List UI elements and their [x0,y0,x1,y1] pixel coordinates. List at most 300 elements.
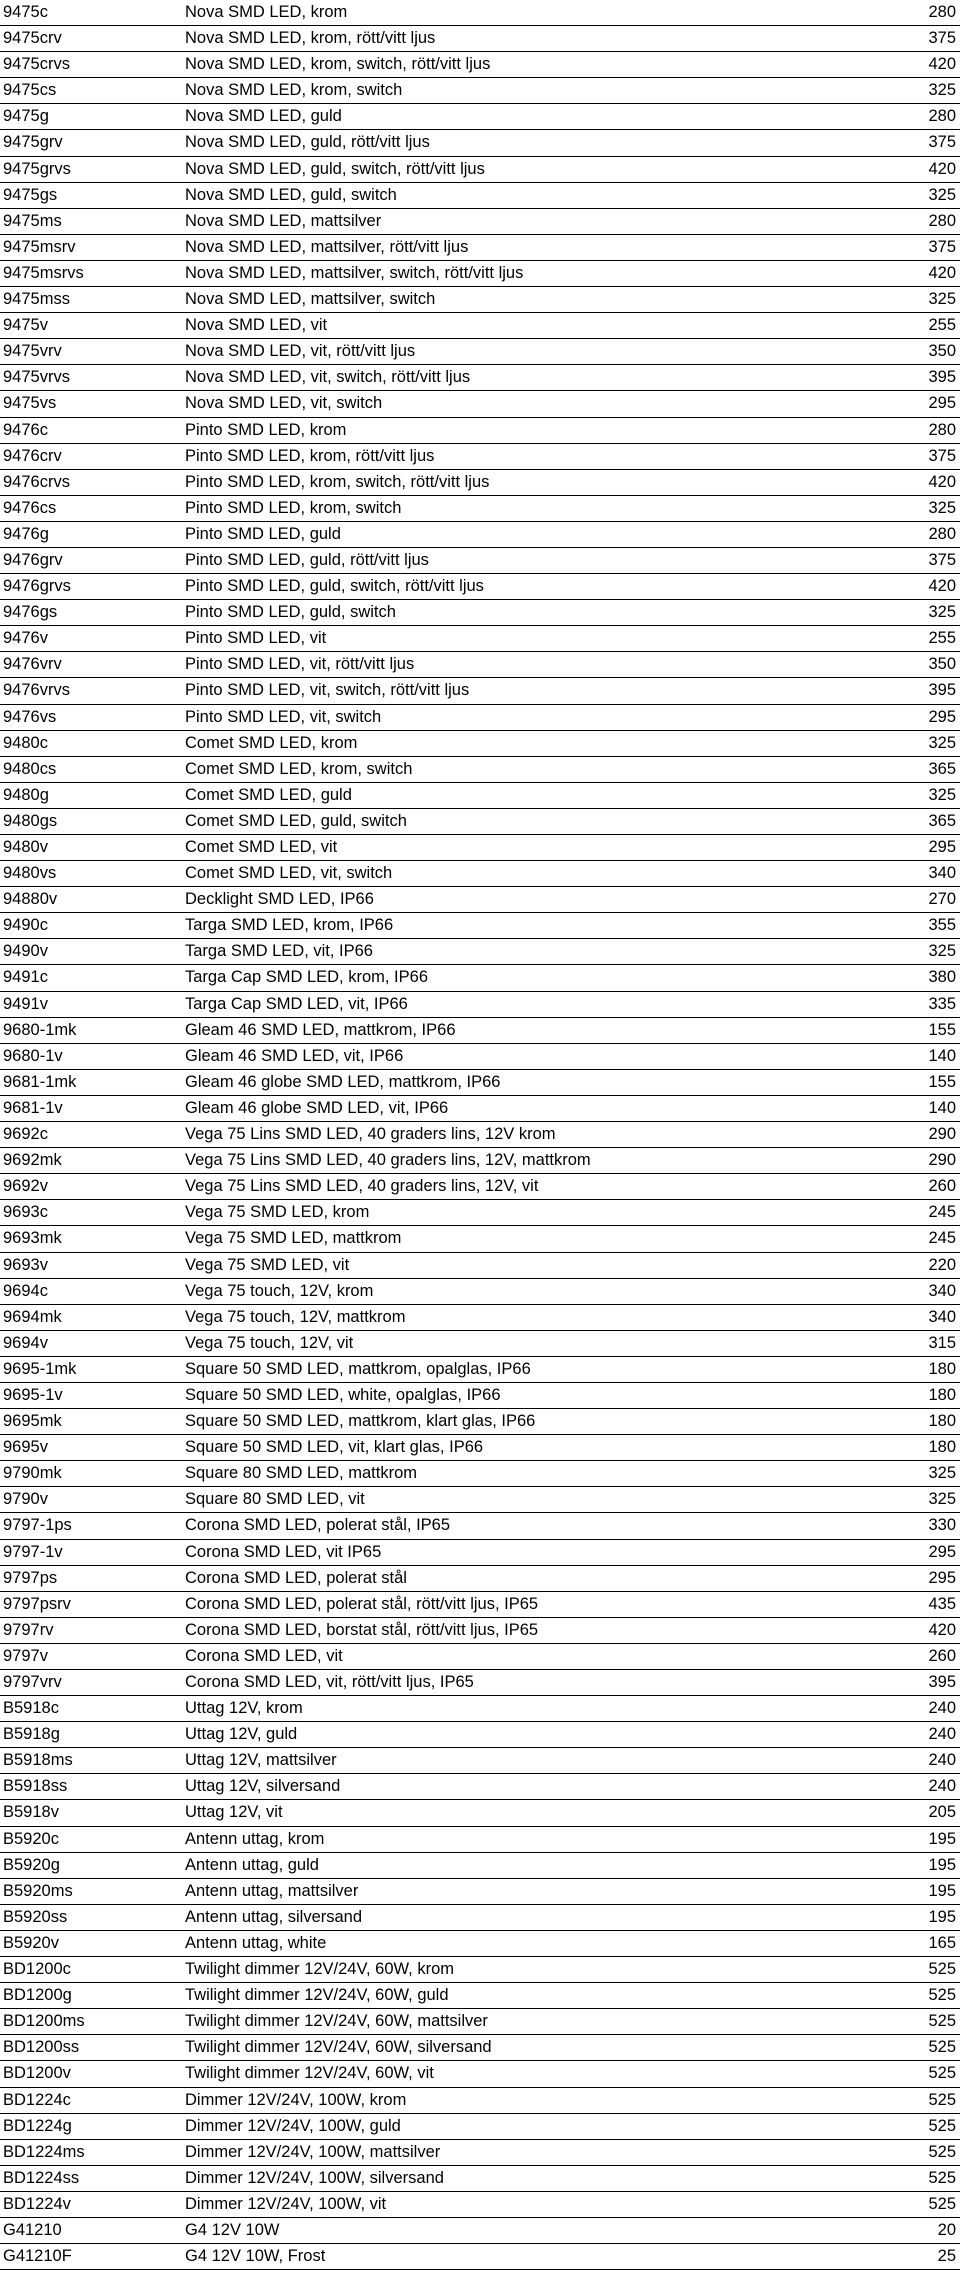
description-cell: Comet SMD LED, guld, switch [185,808,885,834]
article-number-cell: BD1224c [0,2087,185,2113]
table-row [0,1930,960,1956]
table-row [0,469,960,495]
price-cell: 205 [885,1800,960,1826]
description-cell: Square 80 SMD LED, mattkrom [185,1461,885,1487]
table-row [0,391,960,417]
table-row [0,26,960,52]
price-cell: 420 [885,156,960,182]
description-cell: Comet SMD LED, guld [185,782,885,808]
description-cell: Dimmer 12V/24V, 100W, krom [185,2087,885,2113]
article-number-cell: 9797rv [0,1617,185,1643]
price-cell: 260 [885,1174,960,1200]
article-number-cell: 9476grv [0,547,185,573]
article-number-cell: 9797psrv [0,1591,185,1617]
price-cell: 325 [885,287,960,313]
article-number-cell: 9797-1ps [0,1513,185,1539]
article-number-cell: 9475msrvs [0,260,185,286]
table-row [0,1226,960,1252]
article-number-cell: 9694mk [0,1304,185,1330]
table-row [0,495,960,521]
table-row [0,2087,960,2113]
article-number-cell: 9475crv [0,26,185,52]
article-number-cell: 9475g [0,104,185,130]
table-row [0,2165,960,2191]
price-cell: 180 [885,1356,960,1382]
description-cell: Comet SMD LED, vit, switch [185,861,885,887]
description-cell: Corona SMD LED, borstat stål, rött/vitt ljus, IP65 [185,1617,885,1643]
article-number-cell: B5920v [0,1930,185,1956]
table-row [0,1852,960,1878]
price-cell: 325 [885,1487,960,1513]
article-number-cell: 9694c [0,1278,185,1304]
table-row [0,1122,960,1148]
price-cell: 340 [885,861,960,887]
description-cell: Pinto SMD LED, guld [185,521,885,547]
price-cell: 295 [885,1565,960,1591]
price-cell: 295 [885,391,960,417]
table-row [0,626,960,652]
article-number-cell: 9476gs [0,600,185,626]
article-number-cell: BD1200ms [0,2009,185,2035]
table-row [0,2217,960,2243]
table-row [0,1330,960,1356]
description-cell: Dimmer 12V/24V, 100W, guld [185,2113,885,2139]
table-row [0,182,960,208]
article-number-cell: 9476v [0,626,185,652]
article-number-cell: BD1224v [0,2191,185,2217]
description-cell: Square 50 SMD LED, mattkrom, opalglas, IP66 [185,1356,885,1382]
price-cell: 525 [885,2087,960,2113]
description-cell: Pinto SMD LED, guld, rött/vitt ljus [185,547,885,573]
article-number-cell: 9476crvs [0,469,185,495]
article-number-cell: BD1200ss [0,2035,185,2061]
table-row [0,1904,960,1930]
price-cell: 525 [885,2061,960,2087]
description-cell: Uttag 12V, guld [185,1722,885,1748]
price-cell: 420 [885,469,960,495]
table-row [0,1774,960,1800]
article-number-cell: B5918g [0,1722,185,1748]
description-cell: Nova SMD LED, guld, switch, rött/vitt ljus [185,156,885,182]
description-cell: Vega 75 touch, 12V, vit [185,1330,885,1356]
description-cell: Gleam 46 globe SMD LED, vit, IP66 [185,1095,885,1121]
description-cell: Vega 75 Lins SMD LED, 40 graders lins, 12V, vit [185,1174,885,1200]
price-cell: 355 [885,913,960,939]
price-cell: 375 [885,26,960,52]
price-cell: 525 [885,2009,960,2035]
price-cell: 295 [885,835,960,861]
description-cell: Comet SMD LED, krom [185,730,885,756]
description-cell: Pinto SMD LED, vit, switch [185,704,885,730]
description-cell: Square 80 SMD LED, vit [185,1487,885,1513]
price-cell: 255 [885,313,960,339]
price-cell: 140 [885,1043,960,1069]
article-number-cell: 9475vrv [0,339,185,365]
price-cell: 195 [885,1852,960,1878]
price-cell: 245 [885,1200,960,1226]
description-cell: Nova SMD LED, guld [185,104,885,130]
table-row [0,574,960,600]
price-cell: 525 [885,2165,960,2191]
table-row [0,417,960,443]
price-cell: 140 [885,1095,960,1121]
price-cell: 375 [885,547,960,573]
table-row [0,104,960,130]
description-cell: Square 50 SMD LED, vit, klart glas, IP66 [185,1435,885,1461]
price-cell: 365 [885,808,960,834]
description-cell: Uttag 12V, vit [185,1800,885,1826]
table-row [0,782,960,808]
article-number-cell: 9475c [0,0,185,26]
price-cell: 240 [885,1774,960,1800]
table-row [0,835,960,861]
description-cell: Pinto SMD LED, vit, rött/vitt ljus [185,652,885,678]
article-number-cell: BD1224ss [0,2165,185,2191]
description-cell: Twilight dimmer 12V/24V, 60W, guld [185,1983,885,2009]
table-row [0,313,960,339]
description-cell: Pinto SMD LED, krom, rött/vitt ljus [185,443,885,469]
table-row [0,1174,960,1200]
table-row [0,730,960,756]
price-cell: 365 [885,756,960,782]
article-number-cell: 9695-1v [0,1382,185,1408]
price-cell: 340 [885,1278,960,1304]
table-row [0,521,960,547]
table-row [0,156,960,182]
price-cell: 260 [885,1643,960,1669]
article-number-cell: 9790v [0,1487,185,1513]
article-number-cell: 9475gs [0,182,185,208]
description-cell: Nova SMD LED, vit, rött/vitt ljus [185,339,885,365]
article-number-cell: 9692c [0,1122,185,1148]
price-cell: 25 [885,2244,960,2270]
price-cell: 295 [885,704,960,730]
price-cell: 525 [885,2191,960,2217]
description-cell: Nova SMD LED, vit, switch, rött/vitt ljus [185,365,885,391]
description-cell: Antenn uttag, mattsilver [185,1878,885,1904]
description-cell: Uttag 12V, silversand [185,1774,885,1800]
price-cell: 290 [885,1122,960,1148]
price-cell: 380 [885,965,960,991]
table-row [0,913,960,939]
article-number-cell: G41210F [0,2244,185,2270]
article-number-cell: 9693v [0,1252,185,1278]
description-cell: Gleam 46 globe SMD LED, mattkrom, IP66 [185,1069,885,1095]
article-number-cell: 9693c [0,1200,185,1226]
price-cell: 280 [885,417,960,443]
table-row [0,1148,960,1174]
article-number-cell: 9475v [0,313,185,339]
article-number-cell: 9480vs [0,861,185,887]
description-cell: Dimmer 12V/24V, 100W, silversand [185,2165,885,2191]
description-cell: Pinto SMD LED, krom [185,417,885,443]
description-cell: Corona SMD LED, polerat stål, rött/vitt ljus, IP65 [185,1591,885,1617]
article-number-cell: 9475grv [0,130,185,156]
price-cell: 325 [885,78,960,104]
article-number-cell: 9790mk [0,1461,185,1487]
table-row [0,1670,960,1696]
description-cell: Dimmer 12V/24V, 100W, mattsilver [185,2139,885,2165]
table-row [0,1252,960,1278]
description-cell: Corona SMD LED, vit IP65 [185,1539,885,1565]
description-cell: Pinto SMD LED, vit, switch, rött/vitt ljus [185,678,885,704]
table-row [0,1382,960,1408]
price-cell: 155 [885,1069,960,1095]
article-number-cell: 9476grvs [0,574,185,600]
article-number-cell: 9797ps [0,1565,185,1591]
price-cell: 375 [885,234,960,260]
description-cell: Pinto SMD LED, krom, switch, rött/vitt ljus [185,469,885,495]
table-row [0,678,960,704]
article-number-cell: B5918v [0,1800,185,1826]
description-cell: Twilight dimmer 12V/24V, 60W, silversand [185,2035,885,2061]
description-cell: Nova SMD LED, mattsilver, rött/vitt ljus [185,234,885,260]
article-number-cell: BD1200v [0,2061,185,2087]
table-row [0,2035,960,2061]
price-cell: 330 [885,1513,960,1539]
table-row [0,808,960,834]
price-cell: 420 [885,260,960,286]
table-row [0,965,960,991]
table-row [0,2244,960,2270]
price-cell: 240 [885,1722,960,1748]
article-number-cell: 9797vrv [0,1670,185,1696]
price-cell: 325 [885,600,960,626]
description-cell: Targa SMD LED, vit, IP66 [185,939,885,965]
price-cell: 340 [885,1304,960,1330]
price-cell: 315 [885,1330,960,1356]
description-cell: Corona SMD LED, vit, rött/vitt ljus, IP65 [185,1670,885,1696]
description-cell: Antenn uttag, krom [185,1826,885,1852]
table-row [0,1591,960,1617]
price-cell: 420 [885,52,960,78]
article-number-cell: B5920ss [0,1904,185,1930]
table-row [0,756,960,782]
description-cell: Uttag 12V, krom [185,1696,885,1722]
article-number-cell: BD1224ms [0,2139,185,2165]
table-row [0,2191,960,2217]
table-row [0,861,960,887]
price-cell: 350 [885,339,960,365]
article-number-cell: BD1200c [0,1957,185,1983]
description-cell: Vega 75 touch, 12V, mattkrom [185,1304,885,1330]
table-row [0,1461,960,1487]
article-number-cell: 9480c [0,730,185,756]
table-row [0,1069,960,1095]
article-number-cell: 9680-1mk [0,1017,185,1043]
article-number-cell: B5918ms [0,1748,185,1774]
price-cell: 195 [885,1826,960,1852]
table-row [0,1722,960,1748]
description-cell: Pinto SMD LED, krom, switch [185,495,885,521]
description-cell: Corona SMD LED, polerat stål [185,1565,885,1591]
price-cell: 290 [885,1148,960,1174]
description-cell: Comet SMD LED, vit [185,835,885,861]
article-number-cell: 9692v [0,1174,185,1200]
table-row [0,1565,960,1591]
article-number-cell: 9475grvs [0,156,185,182]
description-cell: Nova SMD LED, krom, rött/vitt ljus [185,26,885,52]
article-number-cell: 9797-1v [0,1539,185,1565]
table-row [0,1278,960,1304]
price-cell: 395 [885,678,960,704]
table-row [0,887,960,913]
price-cell: 180 [885,1382,960,1408]
description-cell: Comet SMD LED, krom, switch [185,756,885,782]
description-cell: Pinto SMD LED, guld, switch, rött/vitt ljus [185,574,885,600]
price-cell: 270 [885,887,960,913]
article-number-cell: 94880v [0,887,185,913]
description-cell: Targa Cap SMD LED, vit, IP66 [185,991,885,1017]
table-row [0,365,960,391]
price-cell: 325 [885,495,960,521]
table-row [0,1304,960,1330]
table-row [0,1643,960,1669]
article-number-cell: 9681-1v [0,1095,185,1121]
description-cell: Corona SMD LED, polerat stål, IP65 [185,1513,885,1539]
price-cell: 375 [885,443,960,469]
description-cell: Targa SMD LED, krom, IP66 [185,913,885,939]
table-row [0,2009,960,2035]
table-row [0,1043,960,1069]
table-row [0,130,960,156]
article-number-cell: 9490c [0,913,185,939]
price-cell: 420 [885,574,960,600]
article-number-cell: B5918ss [0,1774,185,1800]
article-number-cell: B5920ms [0,1878,185,1904]
description-cell: Vega 75 Lins SMD LED, 40 graders lins, 12V, mattkrom [185,1148,885,1174]
table-row [0,1617,960,1643]
price-cell: 180 [885,1435,960,1461]
article-number-cell: 9476vs [0,704,185,730]
price-cell: 525 [885,2113,960,2139]
article-number-cell: 9680-1v [0,1043,185,1069]
article-number-cell: BD1224g [0,2113,185,2139]
price-cell: 280 [885,208,960,234]
description-cell: Nova SMD LED, krom [185,0,885,26]
article-number-cell: 9475crvs [0,52,185,78]
article-number-cell: 9490v [0,939,185,965]
description-cell: Vega 75 SMD LED, vit [185,1252,885,1278]
description-cell: Twilight dimmer 12V/24V, 60W, mattsilver [185,2009,885,2035]
price-cell: 525 [885,1957,960,1983]
article-number-cell: BD1200g [0,1983,185,2009]
table-row [0,1878,960,1904]
description-cell: Gleam 46 SMD LED, mattkrom, IP66 [185,1017,885,1043]
article-number-cell: 9695v [0,1435,185,1461]
article-number-cell: 9476c [0,417,185,443]
price-cell: 435 [885,1591,960,1617]
description-cell: Antenn uttag, white [185,1930,885,1956]
price-cell: 195 [885,1904,960,1930]
description-cell: Twilight dimmer 12V/24V, 60W, krom [185,1957,885,1983]
price-cell: 325 [885,730,960,756]
table-row [0,2139,960,2165]
article-number-cell: 9480cs [0,756,185,782]
description-cell: Gleam 46 SMD LED, vit, IP66 [185,1043,885,1069]
price-cell: 325 [885,1461,960,1487]
article-number-cell: 9681-1mk [0,1069,185,1095]
price-cell: 20 [885,2217,960,2243]
table-row [0,260,960,286]
article-number-cell: 9476vrvs [0,678,185,704]
table-row [0,547,960,573]
table-row [0,1356,960,1382]
price-cell: 525 [885,2035,960,2061]
description-cell: Uttag 12V, mattsilver [185,1748,885,1774]
description-cell: Vega 75 SMD LED, krom [185,1200,885,1226]
price-cell: 350 [885,652,960,678]
price-cell: 240 [885,1696,960,1722]
price-cell: 280 [885,521,960,547]
article-number-cell: 9476cs [0,495,185,521]
price-cell: 525 [885,2139,960,2165]
description-cell: Twilight dimmer 12V/24V, 60W, vit [185,2061,885,2087]
description-cell: Antenn uttag, silversand [185,1904,885,1930]
price-cell: 195 [885,1878,960,1904]
article-number-cell: 9475mss [0,287,185,313]
table-row [0,1957,960,1983]
article-number-cell: 9480v [0,835,185,861]
price-cell: 325 [885,182,960,208]
description-cell: Nova SMD LED, krom, switch [185,78,885,104]
table-row [0,1826,960,1852]
article-number-cell: 9475cs [0,78,185,104]
price-cell: 240 [885,1748,960,1774]
table-row [0,939,960,965]
description-cell: Square 50 SMD LED, mattkrom, klart glas, IP66 [185,1409,885,1435]
article-number-cell: 9695mk [0,1409,185,1435]
description-cell: Nova SMD LED, guld, rött/vitt ljus [185,130,885,156]
table-row [0,1513,960,1539]
price-cell: 155 [885,1017,960,1043]
table-row [0,704,960,730]
table-row [0,0,960,26]
article-number-cell: 9476crv [0,443,185,469]
table-row [0,234,960,260]
table-row [0,2061,960,2087]
table-row [0,78,960,104]
price-cell: 245 [885,1226,960,1252]
table-row [0,1696,960,1722]
description-cell: Pinto SMD LED, vit [185,626,885,652]
description-cell: Square 50 SMD LED, white, opalglas, IP66 [185,1382,885,1408]
description-cell: Targa Cap SMD LED, krom, IP66 [185,965,885,991]
article-number-cell: 9475vs [0,391,185,417]
article-number-cell: 9480g [0,782,185,808]
price-cell: 255 [885,626,960,652]
article-number-cell: G41210 [0,2217,185,2243]
table-row [0,991,960,1017]
table-row [0,287,960,313]
description-cell: Nova SMD LED, vit [185,313,885,339]
description-cell: Nova SMD LED, mattsilver, switch [185,287,885,313]
article-number-cell: 9476vrv [0,652,185,678]
description-cell: Pinto SMD LED, guld, switch [185,600,885,626]
description-cell: Antenn uttag, guld [185,1852,885,1878]
table-row [0,1539,960,1565]
table-row [0,600,960,626]
price-cell: 375 [885,130,960,156]
table-row [0,1095,960,1121]
table-row [0,208,960,234]
table-row [0,652,960,678]
price-cell: 335 [885,991,960,1017]
price-cell: 525 [885,1983,960,2009]
table-row [0,1983,960,2009]
description-cell: Nova SMD LED, vit, switch [185,391,885,417]
article-number-cell: B5918c [0,1696,185,1722]
